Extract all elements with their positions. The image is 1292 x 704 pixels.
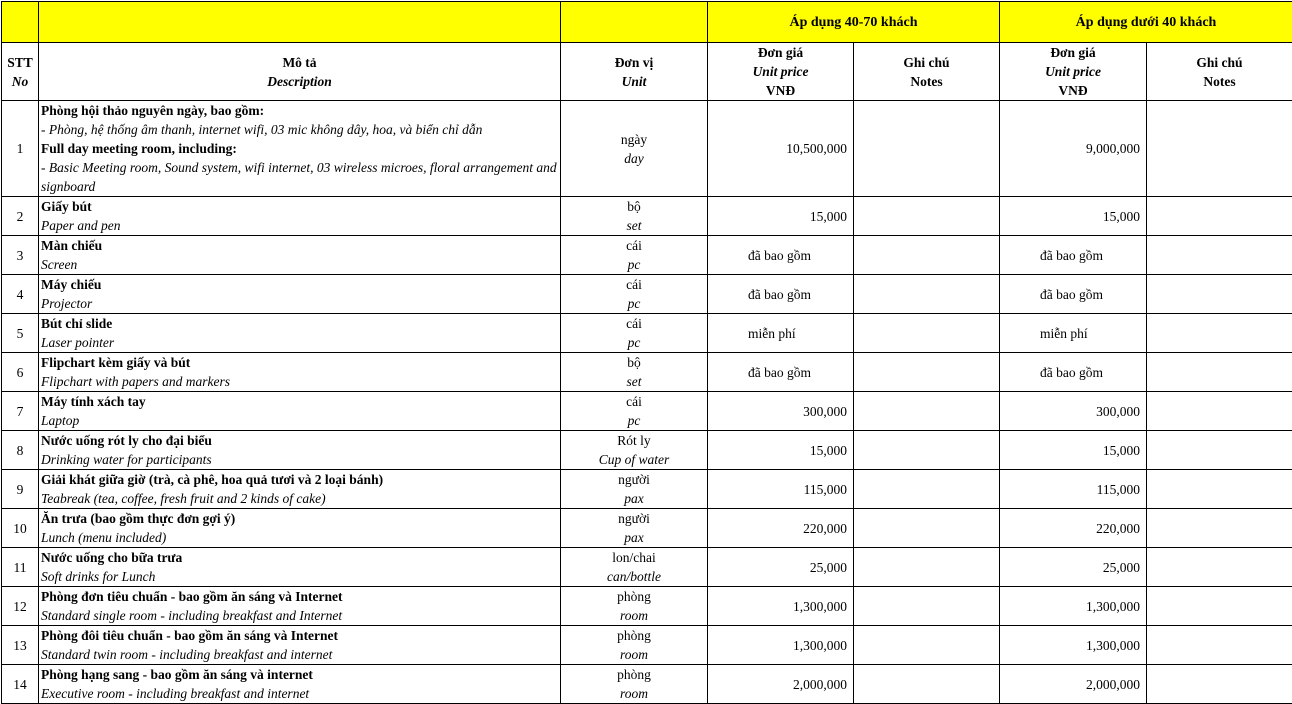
note-40-70 (854, 314, 1000, 353)
desc-header-vn: Mô tả (282, 55, 316, 70)
price-under-40: 220,000 (1000, 509, 1147, 548)
row-description (39, 626, 561, 665)
row-description (39, 101, 561, 197)
unit-vn: phòng (563, 587, 705, 606)
note-under-40 (1147, 197, 1292, 236)
price-under-40: đã bao gồm (1000, 353, 1147, 392)
description-en: Flipchart with papers and markers (41, 372, 558, 391)
price-header-en: Unit price (1045, 64, 1101, 79)
price-40-70: 300,000 (708, 392, 854, 431)
description-vn: Ăn trưa (bao gồm thực đơn gợi ý) (41, 509, 558, 528)
description-en: Executive room - including breakfast and internet (41, 684, 558, 703)
row-unit (561, 665, 708, 704)
blank-cell (561, 2, 708, 43)
note-40-70 (854, 548, 1000, 587)
note-under-40 (1147, 509, 1292, 548)
unit-vn: người (563, 509, 705, 528)
unit-en: pax (563, 528, 705, 547)
row-number: 8 (2, 431, 39, 470)
notes-header-vn: Ghi chú (1196, 55, 1242, 70)
description-vn: Phòng hội thảo nguyên ngày, bao gồm: (41, 101, 558, 120)
notes-header-1 (854, 43, 1000, 101)
price-header-en: Unit price (753, 64, 809, 79)
note-under-40 (1147, 392, 1292, 431)
unit-vn: người (563, 470, 705, 489)
price-40-70: miễn phí (708, 314, 854, 353)
notes-header-vn: Ghi chú (903, 55, 949, 70)
description-vn: Phòng hạng sang - bao gồm ăn sáng và internet (41, 665, 558, 684)
table-row (2, 275, 1292, 314)
unit-vn: cái (563, 314, 705, 333)
price-40-70: 15,000 (708, 431, 854, 470)
price-under-40: 15,000 (1000, 197, 1147, 236)
note-40-70 (854, 275, 1000, 314)
row-description (39, 392, 561, 431)
price-40-70: 15,000 (708, 197, 854, 236)
unit-vn: phòng (563, 665, 705, 684)
row-unit (561, 392, 708, 431)
row-number: 1 (2, 101, 39, 197)
price-under-40: 300,000 (1000, 392, 1147, 431)
note-40-70 (854, 236, 1000, 275)
price-40-70: đã bao gồm (708, 275, 854, 314)
price-under-40: 2,000,000 (1000, 665, 1147, 704)
group-under-40: Áp dụng dưới 40 khách (1000, 2, 1292, 43)
row-unit (561, 197, 708, 236)
blank-cell (39, 2, 561, 43)
table-row (2, 509, 1292, 548)
note-under-40 (1147, 665, 1292, 704)
unit-vn: ngày (563, 130, 705, 149)
row-number: 4 (2, 275, 39, 314)
row-number: 9 (2, 470, 39, 509)
group-40-70: Áp dụng 40-70 khách (708, 2, 1000, 43)
price-40-70: 115,000 (708, 470, 854, 509)
price-header-2 (1000, 43, 1147, 101)
note-under-40 (1147, 470, 1292, 509)
description-en: Laptop (41, 411, 558, 430)
note-40-70 (854, 431, 1000, 470)
table-row (2, 101, 1292, 197)
table-row (2, 236, 1292, 275)
row-unit (561, 626, 708, 665)
price-40-70: đã bao gồm (708, 353, 854, 392)
notes-header-2 (1147, 43, 1292, 101)
description-en: Drinking water for participants (41, 450, 558, 469)
note-under-40 (1147, 587, 1292, 626)
row-unit (561, 548, 708, 587)
description-vn: Phòng đôi tiêu chuẩn - bao gồm ăn sáng và Internet (41, 626, 558, 645)
description-vn: Phòng đơn tiêu chuẩn - bao gồm ăn sáng và Internet (41, 587, 558, 606)
row-description (39, 314, 561, 353)
note-40-70 (854, 101, 1000, 197)
unit-en: day (563, 149, 705, 168)
row-description (39, 509, 561, 548)
unit-en: pc (563, 294, 705, 313)
column-header-row (2, 43, 1292, 101)
description-en: Standard twin room - including breakfast and internet (41, 645, 558, 664)
price-40-70: 25,000 (708, 548, 854, 587)
row-unit (561, 314, 708, 353)
row-description (39, 275, 561, 314)
note-40-70 (854, 197, 1000, 236)
description-vn: Nước uống cho bữa trưa (41, 548, 558, 567)
table-row (2, 548, 1292, 587)
row-number: 6 (2, 353, 39, 392)
stt-header-vn: STT (7, 55, 33, 70)
price-40-70: 2,000,000 (708, 665, 854, 704)
price-40-70: 10,500,000 (708, 101, 854, 197)
description-en: Paper and pen (41, 216, 558, 235)
note-40-70 (854, 626, 1000, 665)
unit-vn: phòng (563, 626, 705, 645)
description-vn: Máy tính xách tay (41, 392, 558, 411)
description-en: Laser pointer (41, 333, 558, 352)
price-header-currency: VNĐ (1058, 83, 1087, 98)
unit-header (561, 43, 708, 101)
price-header-currency: VNĐ (766, 83, 795, 98)
row-number: 7 (2, 392, 39, 431)
price-under-40: 115,000 (1000, 470, 1147, 509)
row-unit (561, 353, 708, 392)
description-vn: Flipchart kèm giấy và bút (41, 353, 558, 372)
note-40-70 (854, 470, 1000, 509)
row-description (39, 470, 561, 509)
row-number: 3 (2, 236, 39, 275)
description-vn-detail: - Phòng, hệ thống âm thanh, internet wifi, 03 mic không dây, hoa, và biển chỉ dẫn (41, 120, 558, 139)
row-description (39, 665, 561, 704)
unit-vn: bộ (563, 197, 705, 216)
row-number: 10 (2, 509, 39, 548)
description-en: Projector (41, 294, 558, 313)
unit-en: pc (563, 411, 705, 430)
unit-en: Cup of water (563, 450, 705, 469)
row-description (39, 197, 561, 236)
row-unit (561, 101, 708, 197)
table-row (2, 392, 1292, 431)
description-en-detail: - Basic Meeting room, Sound system, wifi internet, 03 wireless microes, floral arrangement and signboard (41, 158, 558, 196)
unit-en: pc (563, 333, 705, 352)
row-description (39, 548, 561, 587)
table-row (2, 197, 1292, 236)
unit-header-vn: Đơn vị (615, 55, 654, 70)
price-header-vn: Đơn giá (758, 45, 803, 60)
stt-header (2, 43, 39, 101)
note-under-40 (1147, 431, 1292, 470)
description-en: Screen (41, 255, 558, 274)
description-vn: Giải khát giữa giờ (trà, cà phê, hoa quả tươi và 2 loại bánh) (41, 470, 558, 489)
table-row (2, 314, 1292, 353)
note-40-70 (854, 509, 1000, 548)
row-number: 11 (2, 548, 39, 587)
stt-header-en: No (12, 74, 29, 89)
unit-header-en: Unit (622, 74, 647, 89)
description-vn: Giấy bút (41, 197, 558, 216)
unit-vn: Rót ly (563, 431, 705, 450)
unit-en: set (563, 372, 705, 391)
price-under-40: đã bao gồm (1000, 236, 1147, 275)
description-vn: Bút chỉ slide (41, 314, 558, 333)
description-vn: Máy chiếu (41, 275, 558, 294)
unit-en: set (563, 216, 705, 235)
row-description (39, 353, 561, 392)
unit-vn: cái (563, 275, 705, 294)
row-unit (561, 509, 708, 548)
row-number: 14 (2, 665, 39, 704)
description-en: Soft drinks for Lunch (41, 567, 558, 586)
note-under-40 (1147, 548, 1292, 587)
price-table (1, 1, 1292, 704)
price-header-vn: Đơn giá (1050, 45, 1095, 60)
price-under-40: 9,000,000 (1000, 101, 1147, 197)
description-vn: Màn chiếu (41, 236, 558, 255)
price-under-40: đã bao gồm (1000, 275, 1147, 314)
note-40-70 (854, 665, 1000, 704)
row-unit (561, 275, 708, 314)
note-under-40 (1147, 314, 1292, 353)
description-en: Teabreak (tea, coffee, fresh fruit and 2 kinds of cake) (41, 489, 558, 508)
unit-en: pax (563, 489, 705, 508)
row-number: 12 (2, 587, 39, 626)
notes-header-en: Notes (910, 74, 942, 89)
table-row (2, 587, 1292, 626)
price-40-70: đã bao gồm (708, 236, 854, 275)
row-unit (561, 236, 708, 275)
table-row (2, 353, 1292, 392)
note-under-40 (1147, 101, 1292, 197)
blank-cell (2, 2, 39, 43)
price-under-40: miễn phí (1000, 314, 1147, 353)
unit-vn: bộ (563, 353, 705, 372)
desc-header-en: Description (267, 74, 332, 89)
note-40-70 (854, 392, 1000, 431)
row-description (39, 431, 561, 470)
note-under-40 (1147, 275, 1292, 314)
description-vn: Nước uống rót ly cho đại biểu (41, 431, 558, 450)
row-number: 5 (2, 314, 39, 353)
table-row (2, 665, 1292, 704)
table-row (2, 431, 1292, 470)
row-number: 13 (2, 626, 39, 665)
price-under-40: 15,000 (1000, 431, 1147, 470)
row-number: 2 (2, 197, 39, 236)
unit-vn: lon/chai (563, 548, 705, 567)
note-under-40 (1147, 353, 1292, 392)
table-row (2, 470, 1292, 509)
note-40-70 (854, 587, 1000, 626)
unit-en: can/bottle (563, 567, 705, 586)
price-40-70: 1,300,000 (708, 626, 854, 665)
row-unit (561, 587, 708, 626)
note-40-70 (854, 353, 1000, 392)
row-unit (561, 470, 708, 509)
price-40-70: 220,000 (708, 509, 854, 548)
notes-header-en: Notes (1203, 74, 1235, 89)
unit-en: pc (563, 255, 705, 274)
description-en: Standard single room - including breakfast and Internet (41, 606, 558, 625)
unit-en: room (563, 645, 705, 664)
desc-header (39, 43, 561, 101)
unit-en: room (563, 684, 705, 703)
description-en: Full day meeting room, including: (41, 139, 558, 158)
description-en: Lunch (menu included) (41, 528, 558, 547)
unit-vn: cái (563, 392, 705, 411)
price-under-40: 25,000 (1000, 548, 1147, 587)
group-header-row (2, 2, 1292, 43)
row-unit (561, 431, 708, 470)
note-under-40 (1147, 236, 1292, 275)
price-40-70: 1,300,000 (708, 587, 854, 626)
unit-en: room (563, 606, 705, 625)
price-under-40: 1,300,000 (1000, 587, 1147, 626)
row-description (39, 587, 561, 626)
table-row (2, 626, 1292, 665)
unit-vn: cái (563, 236, 705, 255)
row-description (39, 236, 561, 275)
price-under-40: 1,300,000 (1000, 626, 1147, 665)
note-under-40 (1147, 626, 1292, 665)
price-header-1 (708, 43, 854, 101)
